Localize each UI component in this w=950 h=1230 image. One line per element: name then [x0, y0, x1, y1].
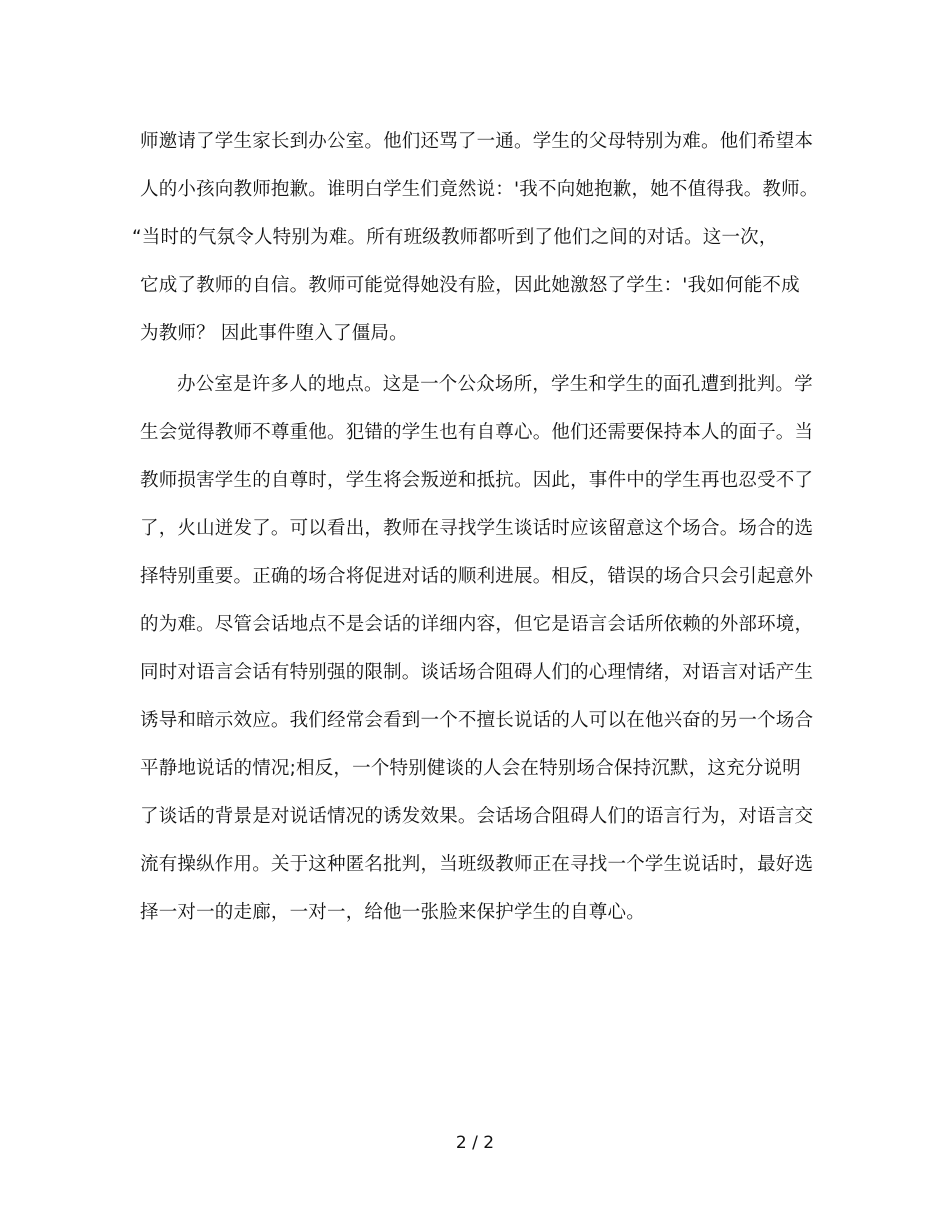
text-line: 它成了教师的自信。教师可能觉得她没有脸，因此她激怒了学生：'我如何能不成 — [140, 275, 800, 296]
page-number: 2 / 2 — [455, 1133, 495, 1153]
text-line: 择特别重要。正确的场合将促进对话的顺利进展。相反，错误的场合只会引起意外 — [140, 566, 814, 587]
text-line: 办公室是许多人的地点。这是一个公众场所，学生和学生的面孔遭到批判。学 — [177, 374, 813, 395]
text-line: 的为难。尽管会话地点不是会话的详细内容，但它是语言会话所依赖的外部环境， — [140, 614, 814, 635]
text-line: “当时的气氛令人特别为难。所有班级教师都听到了他们之间的对话。这一次， — [132, 227, 778, 248]
text-line: 平静地说话的情况;相反，一个特别健谈的人会在特别场合保持沉默，这充分说明 — [140, 758, 801, 779]
text-line: 同时对语言会话有特别强的限制。谈话场合阻碍人们的心理情绪，对语言对话产生 — [140, 662, 814, 683]
text-line: 了，火山迸发了。可以看出，教师在寻找学生谈话时应该留意这个场合。场合的选 — [140, 518, 814, 539]
text-line: 择一对一的走廊，一对一，给他一张脸来保护学生的自尊心。 — [140, 902, 645, 923]
text-line: 生会觉得教师不尊重他。犯错的学生也有自尊心。他们还需要保持本人的面子。当 — [140, 422, 814, 443]
text-line: 了谈话的背景是对说话情况的诱发效果。会话场合阻碍人们的语言行为，对语言交 — [140, 806, 814, 827]
text-line: 人的小孩向教师抱歉。谁明白学生们竟然说：'我不向她抱歉，她不值得我。教师。 — [140, 179, 819, 200]
text-line: 流有操纵作用。关于这种匿名批判，当班级教师正在寻找一个学生说话时，最好选 — [140, 854, 814, 875]
text-line: 师邀请了学生家长到办公室。他们还骂了一通。学生的父母特别为难。他们希望本 — [140, 131, 814, 152]
text-line: 为教师？ 因此事件堕入了僵局。 — [140, 323, 408, 344]
text-line: 教师损害学生的自尊时，学生将会叛逆和抵抗。因此，事件中的学生再也忍受不了 — [140, 470, 814, 491]
text-line: 诱导和暗示效应。我们经常会看到一个不擅长说话的人可以在他兴奋的另一个场合 — [140, 710, 814, 731]
